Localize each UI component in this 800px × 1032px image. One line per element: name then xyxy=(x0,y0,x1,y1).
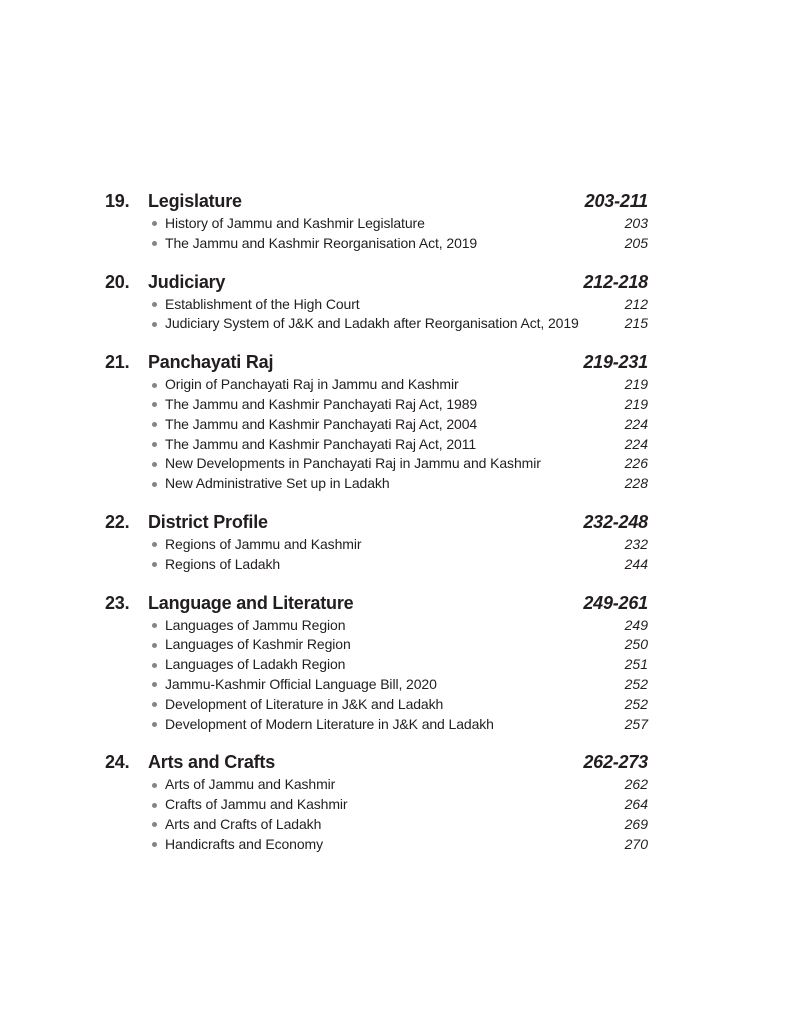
entry-label: Jammu-Kashmir Official Language Bill, 2020 xyxy=(165,675,437,692)
entry-page-number: 269 xyxy=(624,815,648,832)
chapter-title: Arts and Crafts xyxy=(148,752,276,773)
chapter-heading-row xyxy=(105,272,648,294)
entry-page-number: 251 xyxy=(624,656,648,673)
toc-chapter-panchayati-raj xyxy=(105,352,648,495)
toc-entry xyxy=(105,475,648,495)
toc-entry xyxy=(105,696,648,716)
entry-label: New Administrative Set up in Ladakh xyxy=(165,475,390,492)
bullet-icon xyxy=(152,442,157,447)
entry-label: Handicrafts and Economy xyxy=(165,835,324,852)
toc-entry xyxy=(105,716,648,736)
toc-entry xyxy=(105,296,648,316)
toc-entry xyxy=(105,556,648,576)
bullet-icon xyxy=(152,402,157,407)
toc-entry xyxy=(105,235,648,255)
entry-label: The Jammu and Kashmir Reorganisation Act, 2019 xyxy=(165,234,478,251)
toc-entry xyxy=(105,315,648,335)
chapter-title: Legislature xyxy=(148,191,242,211)
chapter-page-range: 232-248 xyxy=(583,511,648,532)
toc-chapter-legislature xyxy=(105,191,648,255)
toc-entry xyxy=(105,617,648,637)
chapter-title: Language and Literature xyxy=(148,592,354,613)
chapter-page-range: 249-261 xyxy=(583,592,648,613)
bullet-icon xyxy=(152,322,157,327)
bullet-icon xyxy=(152,682,157,687)
entry-page-number: 252 xyxy=(624,675,648,692)
bullet-icon xyxy=(152,783,157,788)
toc-entry xyxy=(105,836,648,856)
entry-page-number: 224 xyxy=(624,415,648,432)
bullet-icon xyxy=(152,383,157,388)
entry-label: Establishment of the High Court xyxy=(165,295,360,312)
toc-entry xyxy=(105,536,648,556)
entry-label: New Developments in Panchayati Raj in Jammu and Kashmir xyxy=(165,455,541,472)
entry-page-number: 257 xyxy=(624,715,648,732)
entry-page-number: 262 xyxy=(624,776,648,793)
toc-entry xyxy=(105,796,648,816)
entry-label: Development of Literature in J&K and Ladakh xyxy=(165,695,444,712)
chapter-title: District Profile xyxy=(148,511,268,532)
entry-label: The Jammu and Kashmir Panchayati Raj Act, 2004 xyxy=(165,415,478,432)
chapter-heading-row xyxy=(105,752,648,774)
entry-label: Arts of Jammu and Kashmir xyxy=(165,776,336,793)
chapter-number: 23. xyxy=(105,592,130,613)
entry-label: Arts and Crafts of Ladakh xyxy=(165,815,322,832)
entry-label: Regions of Jammu and Kashmir xyxy=(165,535,362,552)
bullet-icon xyxy=(152,241,157,246)
chapter-page-range: 203-211 xyxy=(584,191,648,211)
bullet-icon xyxy=(152,462,157,467)
bullet-icon xyxy=(152,643,157,648)
chapter-number: 20. xyxy=(105,271,130,292)
chapter-heading-row xyxy=(105,512,648,534)
entry-label: Regions of Ladakh xyxy=(165,555,281,572)
toc-entry xyxy=(105,816,648,836)
toc-entry xyxy=(105,636,648,656)
chapter-heading-row xyxy=(105,191,648,213)
entry-page-number: 219 xyxy=(624,395,648,412)
entry-label: The Jammu and Kashmir Panchayati Raj Act, 1989 xyxy=(165,395,478,412)
entry-page-number: 228 xyxy=(624,475,648,492)
entry-page-number: 232 xyxy=(624,535,648,552)
bullet-icon xyxy=(152,663,157,668)
entry-label: Origin of Panchayati Raj in Jammu and Kashmir xyxy=(165,376,459,393)
bullet-icon xyxy=(152,221,157,226)
bullet-icon xyxy=(152,702,157,707)
entry-page-number: 249 xyxy=(624,616,648,633)
chapter-page-range: 219-231 xyxy=(583,352,648,373)
entry-page-number: 226 xyxy=(624,455,648,472)
entry-label: Judiciary System of J&K and Ladakh after Reorganisation Act, 2019 xyxy=(165,315,579,332)
toc-chapter-language-and-literature xyxy=(105,593,648,736)
entry-label: Crafts of Jammu and Kashmir xyxy=(165,796,348,813)
entry-label: Languages of Kashmir Region xyxy=(165,636,351,653)
toc-entry xyxy=(105,215,648,235)
table-of-contents xyxy=(105,191,648,873)
toc-entry xyxy=(105,396,648,416)
chapter-number: 21. xyxy=(105,352,130,373)
bullet-icon xyxy=(152,422,157,427)
entry-page-number: 203 xyxy=(624,215,648,231)
chapter-number: 19. xyxy=(105,191,130,211)
entry-page-number: 224 xyxy=(624,435,648,452)
toc-entry xyxy=(105,455,648,475)
toc-chapter-district-profile xyxy=(105,512,648,576)
bullet-icon xyxy=(152,623,157,628)
toc-entry xyxy=(105,676,648,696)
toc-entry xyxy=(105,776,648,796)
bullet-icon xyxy=(152,562,157,567)
toc-entry xyxy=(105,376,648,396)
bullet-icon xyxy=(152,803,157,808)
chapter-heading-row xyxy=(105,352,648,374)
chapter-heading-row xyxy=(105,593,648,615)
bullet-icon xyxy=(152,822,157,827)
toc-chapter-judiciary xyxy=(105,272,648,336)
entry-page-number: 250 xyxy=(624,636,648,653)
chapter-page-range: 212-218 xyxy=(583,271,648,292)
entry-page-number: 212 xyxy=(624,295,648,312)
entry-page-number: 244 xyxy=(624,555,648,572)
entry-page-number: 270 xyxy=(624,835,648,852)
toc-chapter-arts-and-crafts xyxy=(105,752,648,855)
entry-page-number: 264 xyxy=(624,796,648,813)
bullet-icon xyxy=(152,302,157,307)
bullet-icon xyxy=(152,842,157,847)
bullet-icon xyxy=(152,542,157,547)
entry-page-number: 219 xyxy=(624,376,648,393)
bullet-icon xyxy=(152,482,157,487)
entry-label: The Jammu and Kashmir Panchayati Raj Act, 2011 xyxy=(165,435,477,452)
chapter-title: Panchayati Raj xyxy=(148,352,274,373)
entry-page-number: 205 xyxy=(624,234,648,251)
entry-page-number: 252 xyxy=(624,695,648,712)
entry-label: Languages of Ladakh Region xyxy=(165,656,346,673)
chapter-page-range: 262-273 xyxy=(583,752,648,773)
toc-entry xyxy=(105,436,648,456)
entry-page-number: 215 xyxy=(624,315,648,332)
bullet-icon xyxy=(152,722,157,727)
chapter-number: 24. xyxy=(105,752,130,773)
toc-entry xyxy=(105,656,648,676)
entry-label: History of Jammu and Kashmir Legislature xyxy=(165,215,425,231)
toc-entry xyxy=(105,416,648,436)
entry-label: Languages of Jammu Region xyxy=(165,616,346,633)
chapter-title: Judiciary xyxy=(148,271,226,292)
entry-label: Development of Modern Literature in J&K and Ladakh xyxy=(165,715,494,732)
chapter-number: 22. xyxy=(105,511,130,532)
